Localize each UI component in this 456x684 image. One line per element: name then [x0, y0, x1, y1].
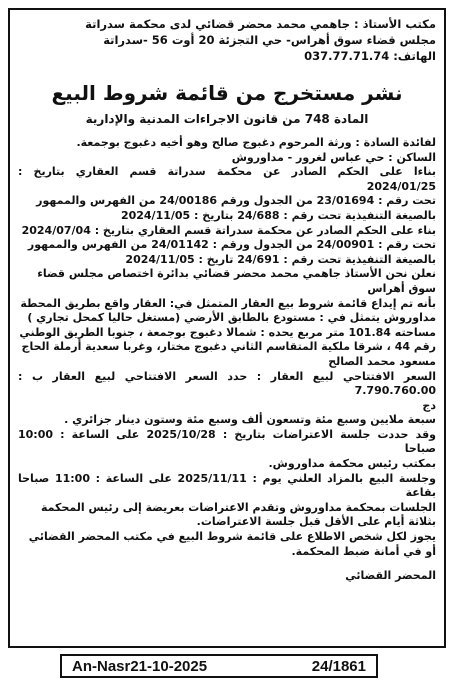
body-line: الجلسات بمحكمة مداوروش وتقدم الاعتراضات بعريضة إلى رئيس المحكمة: [40, 500, 436, 514]
signature-label: المحضر القضائي: [345, 569, 436, 583]
header-address: مجلس قضاء سوق أهراس- حي التجزئة 20 أوت 56 -سدراتة: [103, 33, 436, 47]
body-line: بالصيغة التنفيذية تحت رقم : 24/688 بتاريخ : 2024/11/05: [120, 208, 436, 222]
header-phone: الهاتف: 037.77.71.74: [304, 49, 436, 63]
body-line: يجوز لكل شخص الاطلاع على قائمة شروط البيع في مكتب المحضر القضائي: [28, 530, 436, 544]
notice-header: [18, 16, 436, 64]
body-line: السعر الافتتاحي لبيع العقار : حدد السعر الافتتاحي لبيع العقار ب : 7.790.760.00: [18, 369, 436, 398]
body-line: مسعود محمد الصالح: [328, 354, 436, 368]
notice-subtitle: المادة 748 من قانون الاجراءات المدنية والإدارية: [85, 112, 369, 126]
body-line: مداوروش يتمثل في : مستودع بالطابق الأرضي (مستغل حاليا كمحل تجاري ): [27, 311, 436, 325]
body-line: بثلاثة أيام على الأقل قبل جلسة الاعتراضات.: [196, 515, 436, 529]
legal-notice: [8, 8, 446, 648]
body-line: لفائدة السادة : ورثة المرحوم دغبوج صالح وهو أخيه دغبوج بوجمعة.: [76, 136, 436, 149]
publication-source-date: An-Nasr21-10-2025: [72, 657, 208, 675]
publication-ref: 24/1861: [311, 657, 366, 675]
body-line: سبعة ملايين وسبع مئة وتسعون ألف وسبع مئة وستون دينار جزائري .: [64, 413, 436, 427]
body-line: وجلسة البيع بالمزاد العلني يوم : 2025/11/11 على الساعة : 11:00 صباحا بقاعة: [18, 471, 436, 500]
body-line: رقم 44 ، شرقا ملكية المتقاسم الثاني دغبوج مختار، وغربا سعدية أرملة الحاج: [21, 340, 436, 354]
body-line: تحت رقم : 23/01694 من الجدول ورقم 24/00186 من الفهرس والممهور: [36, 194, 436, 208]
body-line: وقد حددت جلسة الاعتراضات بتاريخ : 2025/10/28 على الساعة : 10:00 صباحا: [18, 427, 436, 456]
body-line: سوق أهراس: [367, 281, 436, 295]
body-line: تحت رقم : 24/00901 من الجدول ورقم : 24/01142 من الفهرس والممهور: [27, 238, 436, 252]
body-line: دج: [422, 398, 436, 412]
body-line: بأنه تم إيداع قائمة شروط بيع العقار المتمثل في: العقار واقع بطريق المحطة: [20, 296, 436, 310]
body-line: بناءا على الحكم الصادر عن محكمة سدراتة قسم العقاري بتاريخ : 2024/01/25: [18, 165, 436, 193]
body-line: الساكن : حي عباس لغرور - مداوروش: [231, 150, 436, 164]
body-line: نعلن نحن الأستاذ جاهمي محمد محضر قضائي بدائرة اختصاص مجلس قضاء: [37, 267, 436, 281]
header-office: مكتب الأستاذ : جاهمي محمد محضر قضائي لدى محكمة سدراتة: [85, 17, 436, 31]
body-line: أو في أمانة ضبط المحكمة.: [291, 544, 436, 558]
publication-footer: [60, 654, 378, 678]
body-line: بناء على الحكم الصادر عن محكمة سدراتة قسم العقاري بتاريخ : 2024/07/04: [21, 223, 436, 237]
notice-title: نشر مستخرج من قائمة شروط البيع: [51, 81, 403, 105]
notice-body: [18, 136, 436, 559]
body-line: بالصيغة التنفيذية تحت رقم : 24/691 تاريخ : 2024/11/05: [125, 252, 436, 266]
body-line: مساحته 101.84 متر مربع يحده : شمالا دغبوج بوجمعة ، جنوبا الطريق الوطني: [19, 325, 436, 339]
body-line: بمكتب رئيس محكمة مداوروش.: [268, 457, 436, 471]
